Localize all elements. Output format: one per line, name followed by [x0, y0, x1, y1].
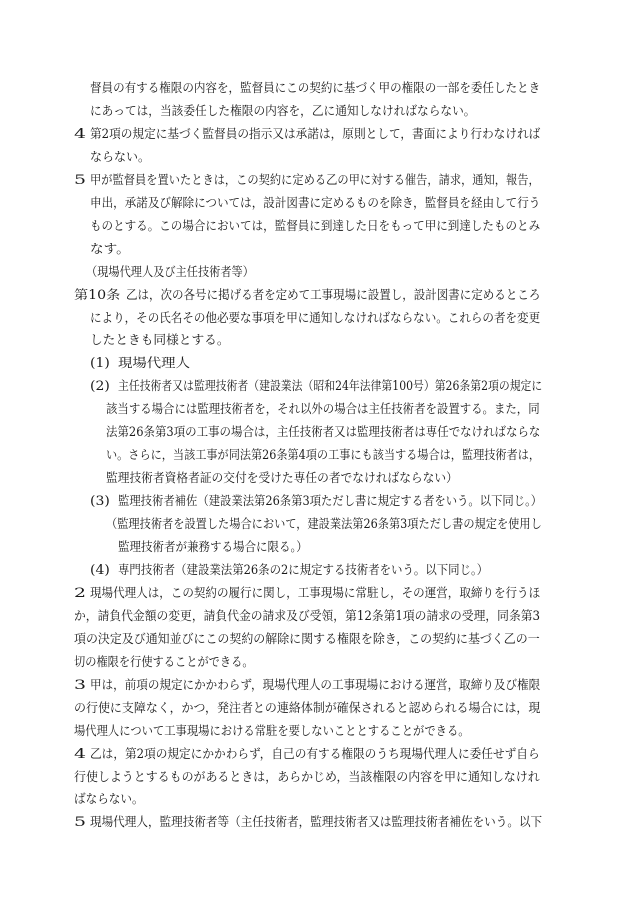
line-text: 切の権限を行使することができる。 — [74, 653, 254, 669]
line-text: （監理技術者を設置した場合において，建設業法第26条第3項ただし書の規定を使用し — [106, 516, 542, 532]
line-text: 該当する場合には監理技術者を，それ以外の場合は主任技術者を設置する。また，同 — [106, 401, 540, 417]
text-line — [0, 193, 630, 213]
line-text: したときも同様とする。 — [90, 332, 230, 348]
line-text: か，請負代金額の変更，請負代金の請求及び受領，第12条第1項の請求の受理，同条第3 — [74, 607, 541, 623]
line-text: 督員の有する権限の内容を，監督員にこの契約に基づく甲の権限の一部を委任したとき — [90, 80, 541, 95]
text-line — [0, 262, 630, 282]
text-line — [0, 767, 630, 787]
article-number: 第10条 — [74, 286, 121, 302]
text-line — [0, 744, 630, 764]
line-text: なす。 — [90, 240, 130, 256]
item-number: 4 — [74, 745, 87, 761]
line-text: ものとする。この場合においては，監督員に到達した日をもって甲に到達したものとみ — [90, 217, 541, 233]
line-text: 項の決定及び通知並びにこの契約の解除に関する権限を除き，この契約に基づく乙の一 — [74, 630, 540, 646]
text-line — [0, 721, 630, 741]
item-number: (3) — [90, 493, 110, 509]
line-text: 監理技術者が兼務する場合に限る。） — [118, 539, 308, 554]
item-number: (4) — [90, 561, 110, 577]
section-caption: （現場代理人及び主任技術者等） — [86, 263, 254, 279]
text-line — [0, 216, 630, 236]
line-text: 甲は，前項の規定にかかわらず，現場代理人の工事現場における運営，取締り及び権限 — [90, 676, 541, 692]
text-line — [0, 698, 630, 718]
text-line — [0, 353, 630, 373]
line-text: 乙は，次の各号に掲げる者を定めて工事現場に設置し，設計図書に定めるところ — [126, 286, 541, 302]
line-text: 主任技術者又は監理技術者（建設業法（昭和24年法律第100号）第26条第2項の規定に — [118, 378, 543, 394]
line-text: い。さらに，当該工事が同法第26条第4項の工事にも該当する場合は，監理技術者は， — [106, 447, 541, 463]
text-line — [0, 399, 630, 419]
text-line — [0, 330, 630, 350]
text-line — [0, 812, 630, 832]
text-line — [0, 514, 630, 534]
item-number: 2 — [74, 584, 87, 600]
line-text: 現場代理人 — [118, 355, 190, 371]
text-line — [0, 606, 630, 626]
text-line — [0, 101, 630, 121]
item-number: 4 — [74, 125, 87, 141]
text-line — [0, 652, 630, 672]
line-text: 専門技術者（建設業法第26条の2に規定する技術者をいう。以下同じ。） — [118, 561, 489, 577]
line-text: 第2項の規定に基づく監督員の指示又は承諾は，原則として，書面により行わなければ — [90, 125, 541, 141]
text-line — [0, 537, 630, 557]
text-line — [0, 675, 630, 695]
item-number: 5 — [74, 171, 87, 187]
line-text: の行使に支障なく，かつ，発注者との連絡体制が確保されると認められる場合には，現 — [74, 699, 541, 715]
item-number: 3 — [74, 676, 87, 692]
item-number: (1) — [90, 355, 110, 371]
line-text: ばならない。 — [74, 791, 144, 807]
text-line — [0, 468, 630, 488]
text-line — [0, 583, 630, 603]
text-line — [0, 445, 630, 465]
line-text: 場代理人について工事現場における常駐を要しないこととすることができる。 — [74, 722, 470, 738]
text-line — [0, 560, 630, 580]
item-number: (2) — [90, 378, 110, 394]
line-text: 現場代理人，監理技術者等（主任技術者，監理技術者又は監理技術者補佐をいう。以下 — [90, 814, 543, 830]
line-text: 乙は，第2項の規定にかかわらず，自己の有する権限のうち現場代理人に委任せず自ら — [90, 745, 540, 761]
line-text: 監理技術者資格者証の交付を受けた専任の者でなければならない） — [106, 470, 458, 486]
text-line — [0, 170, 630, 190]
text-line — [0, 789, 630, 809]
line-text: 監理技術者補佐（建設業法第26条第3項ただし書に規定する者をいう。以下同じ。） — [118, 493, 543, 509]
text-line — [0, 285, 630, 305]
text-line — [0, 124, 630, 144]
line-text: 現場代理人は，この契約の履行に関し，工事現場に常駐し，その運営，取締りを行うほ — [90, 584, 541, 600]
line-text: ならない。 — [90, 148, 150, 164]
line-text: 法第26条第3項の工事の場合は，主任技術者又は監理技術者は専任でなければならな — [106, 424, 541, 440]
text-line — [0, 376, 630, 396]
line-text: により，その氏名その他必要な事項を甲に通知しなければならない。これらの者を変更 — [90, 309, 541, 325]
text-line — [0, 239, 630, 259]
line-text: 甲が監督員を置いたときは，この契約に定める乙の甲に対する催告，請求，通知，報告， — [90, 171, 540, 187]
item-number: 5 — [74, 814, 87, 830]
text-line — [0, 147, 630, 167]
text-line — [0, 308, 630, 328]
line-text: にあっては，当該委任した権限の内容を，乙に通知しなければならない。 — [90, 102, 476, 118]
text-line — [0, 491, 630, 511]
line-text: 申出，承諾及び解除については，設計図書に定めるものを除き，監督員を経由して行う — [90, 194, 541, 210]
text-line — [0, 422, 630, 442]
text-line — [0, 629, 630, 649]
text-line — [0, 78, 630, 98]
line-text: 行使しようとするものがあるときは，あらかじめ，当該権限の内容を甲に通知しなけれ — [74, 768, 540, 784]
